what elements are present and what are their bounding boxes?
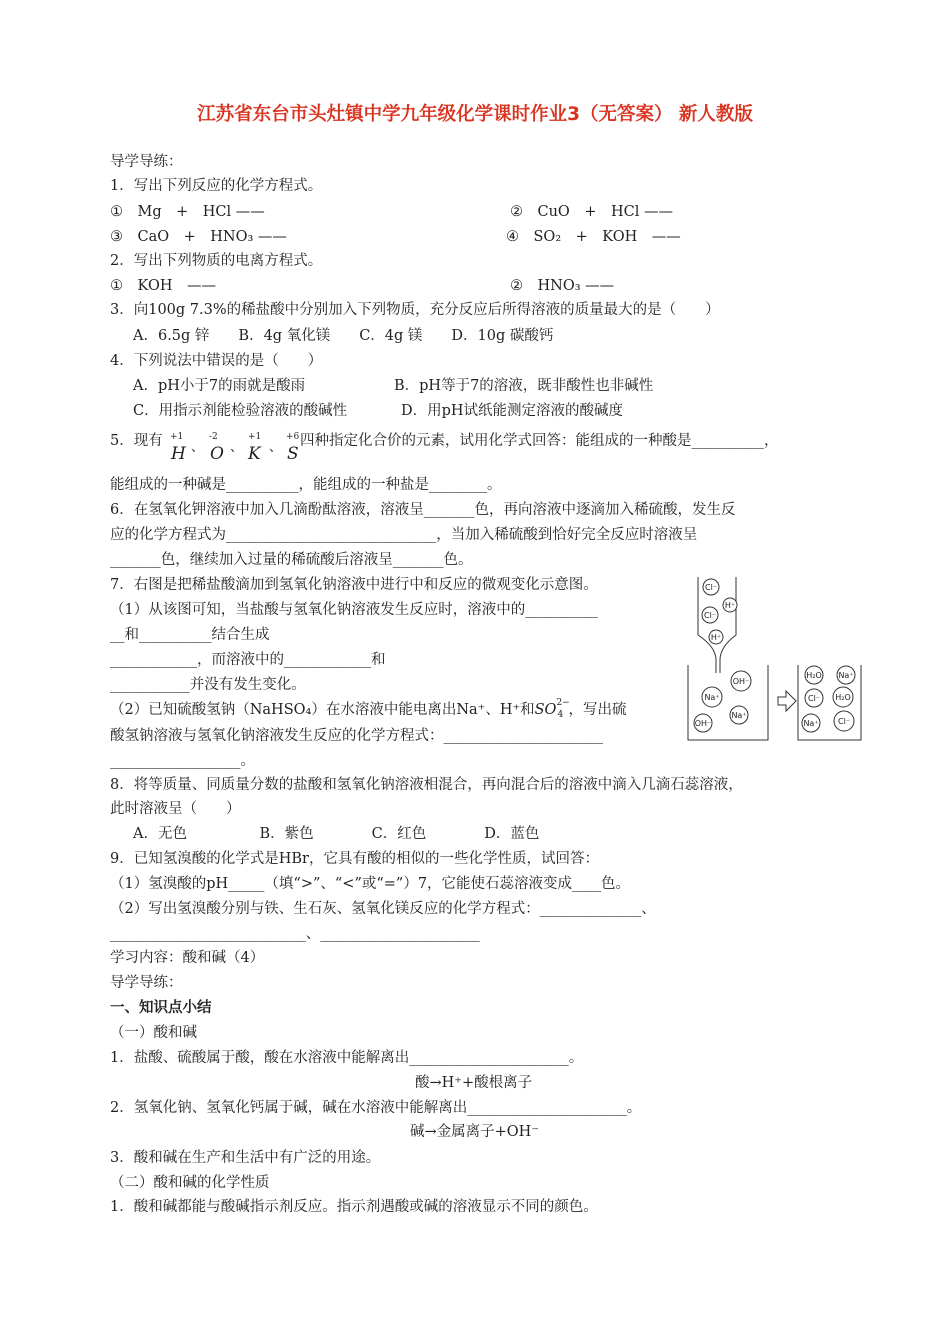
q1-item-3: ③ CaO + HNO₃ —— [110,229,287,245]
ion-cl: Cl⁻ [807,694,821,703]
q1-item-2: ② CuO + HCl —— [510,204,673,220]
q2-item-1: ① KOH —— [110,278,216,294]
element-o: O [210,444,224,464]
q9-part-1: （1）氢溴酸的pH_____（填“>”、“<”或“=”）7，它能使石蕊溶液变成____色。 [110,876,631,892]
question-1: 1．写出下列反应的化学方程式。 [110,178,323,194]
q7-part-2 [110,700,626,720]
ion-na: Na⁺ [838,671,854,680]
question-5-cont: 能组成的一种碱是__________，能组成的一种盐是________。 [110,477,502,493]
question-6: 6．在氢氧化钾溶液中加入几滴酚酞溶液，溶液呈_______色，再向溶液中逐滴加入稀硫酸，发生反 [110,502,736,518]
q7-part-1-cont: __和__________结合生成 [110,627,270,643]
valence-h: +1 [170,432,184,442]
ion-cl: Cl⁻ [704,583,718,592]
subsection-heading: （二）酸和碱的化学性质 [110,1175,270,1191]
sulfate-charge: 2− [556,698,570,708]
question-9: 9．已知氢溴酸的化学式是HBr，它具有酸的相似的一些化学性质，试回答： [110,851,599,867]
ion-h: H⁺ [710,633,722,642]
q4-option-c: C．用指示剂能检验溶液的酸碱性 [133,403,348,419]
document-title: 江苏省东台市头灶镇中学九年级化学课时作业3（无答案） 新人教版 [197,104,753,125]
q7-part-2-text: （2）已知硫酸氢钠（NaHSO₄）在水溶液中能电离出Na⁺、H⁺和 [110,702,535,718]
question-5-start: 5．现有 [110,433,163,449]
ion-h: H⁺ [724,601,736,610]
question-5-end: 四种指定化合价的元素，试用化学式回答：能组成的一种酸是__________， [300,433,779,449]
point-2: 2．氢氧化钠、氢氧化钙属于碱，碱在水溶液中能解离出______________________。 [110,1100,642,1116]
question-4: 4．下列说法中错误的是（ ） [110,353,323,369]
point-1: 1．盐酸、硫酸属于酸，酸在水溶液中能解离出______________________。 [110,1050,584,1066]
sulfate-formula: SO [534,702,557,718]
question-2: 2．写出下列物质的电离方程式。 [110,253,323,269]
q7-part-1: （1）从该图可知，当盐酸与氢氧化钠溶液发生反应时，溶液中的__________ [110,602,598,618]
q4-option-d: D．用pH试纸能测定溶液的酸碱度 [401,403,624,419]
base-equation: 碱→金属离子+OH⁻ [410,1124,539,1140]
q9-part-2-cont: ___________________________、______________________ [110,926,480,942]
point-3: 3．酸和碱在生产和生活中有广泛的用途。 [110,1150,381,1166]
question-3: 3．向100g 7.3%的稀盐酸中分别加入下列物质，充分反应后所得溶液的质量最大的是（ ） [110,302,720,318]
question-6-cont: 应的化学方程式为_____________________________，当加入稀硫酸到恰好完全反应时溶液呈 [110,527,698,543]
element-s: S [287,444,299,464]
q7-part-2-cont: 酸氢钠溶液与氢氧化钠溶液发生反应的化学方程式：______________________ [110,728,603,744]
valence-s: +6 [286,432,300,442]
valence-k: +1 [248,432,262,442]
ion-oh: OH⁻ [732,677,750,686]
q3-options: A．6.5g 锌 B．4g 氧化镁 C．4g 镁 D．10g 碳酸钙 [133,328,554,344]
separator: 、 [230,440,244,455]
molecule-h2o: H₂O [806,671,822,680]
ion-na: Na⁺ [803,719,819,728]
acid-equation: 酸→H⁺+酸根离子 [415,1075,533,1091]
question-7: 7．右图是把稀盐酸滴加到氢氧化钠溶液中进行中和反应的微观变化示意图。 [110,577,598,593]
learning-content: 学习内容：酸和碱（4） [110,950,265,966]
ion-cl: Cl⁻ [837,717,851,726]
point-4: 1．酸和碱都能与酸碱指示剂反应。指示剂遇酸或碱的溶液显示不同的颜色。 [110,1199,598,1215]
separator: 、 [191,440,205,455]
question-6-cont2: _______色，继续加入过量的稀硫酸后溶液呈_______色。 [110,552,473,568]
arrow-icon [778,691,796,711]
q9-part-2: （2）写出氢溴酸分别与铁、生石灰、氢氧化镁反应的化学方程式：______________、 [110,901,656,917]
q7-part-2-cont2: __________________。 [110,753,255,769]
ion-na: Na⁺ [704,693,720,702]
q4-option-a: A．pH小于7的雨就是酸雨 [133,378,306,394]
q1-item-1: ① Mg + HCl —— [110,204,265,220]
q7-part-1-cont2: ____________，而溶液中的____________和 [110,652,386,668]
sulfate-subscript: 4 [557,710,564,720]
q8-options: A．无色 B．紫色 C．红色 D．蓝色 [133,826,540,842]
section-label: 导学导练： [110,154,183,170]
question-8-cont: 此时溶液呈（ ） [110,801,241,817]
ion-cl: Cl⁻ [703,611,717,620]
question-8: 8．将等质量、同质量分数的盐酸和氢氧化钠溶液相混合，再向混合后的溶液中滴入几滴石蕊溶液， [110,777,743,793]
q7-part-2-text-end: ，写出硫 [568,702,627,718]
section-heading: 一、知识点小结 [110,999,212,1016]
q7-part-1-cont3: ___________并没有发生变化。 [110,677,306,693]
element-k: K [248,444,261,464]
q4-option-b: B．pH等于7的溶液，既非酸性也非碱性 [394,378,654,394]
q2-item-2: ② HNO₃ —— [510,278,615,294]
molecule-h2o: H₂O [835,693,851,702]
valence-o: -2 [209,432,218,442]
section-label: 导学导练： [110,975,183,991]
subsection-heading: （一）酸和碱 [110,1025,197,1041]
q1-item-4: ④ SO₂ + KOH —— [506,229,681,245]
ion-oh: OH⁻ [694,719,712,728]
neutralization-diagram [686,575,886,747]
ion-na: Na⁺ [731,711,747,720]
separator: 、 [269,440,283,455]
element-h: H [171,444,186,464]
